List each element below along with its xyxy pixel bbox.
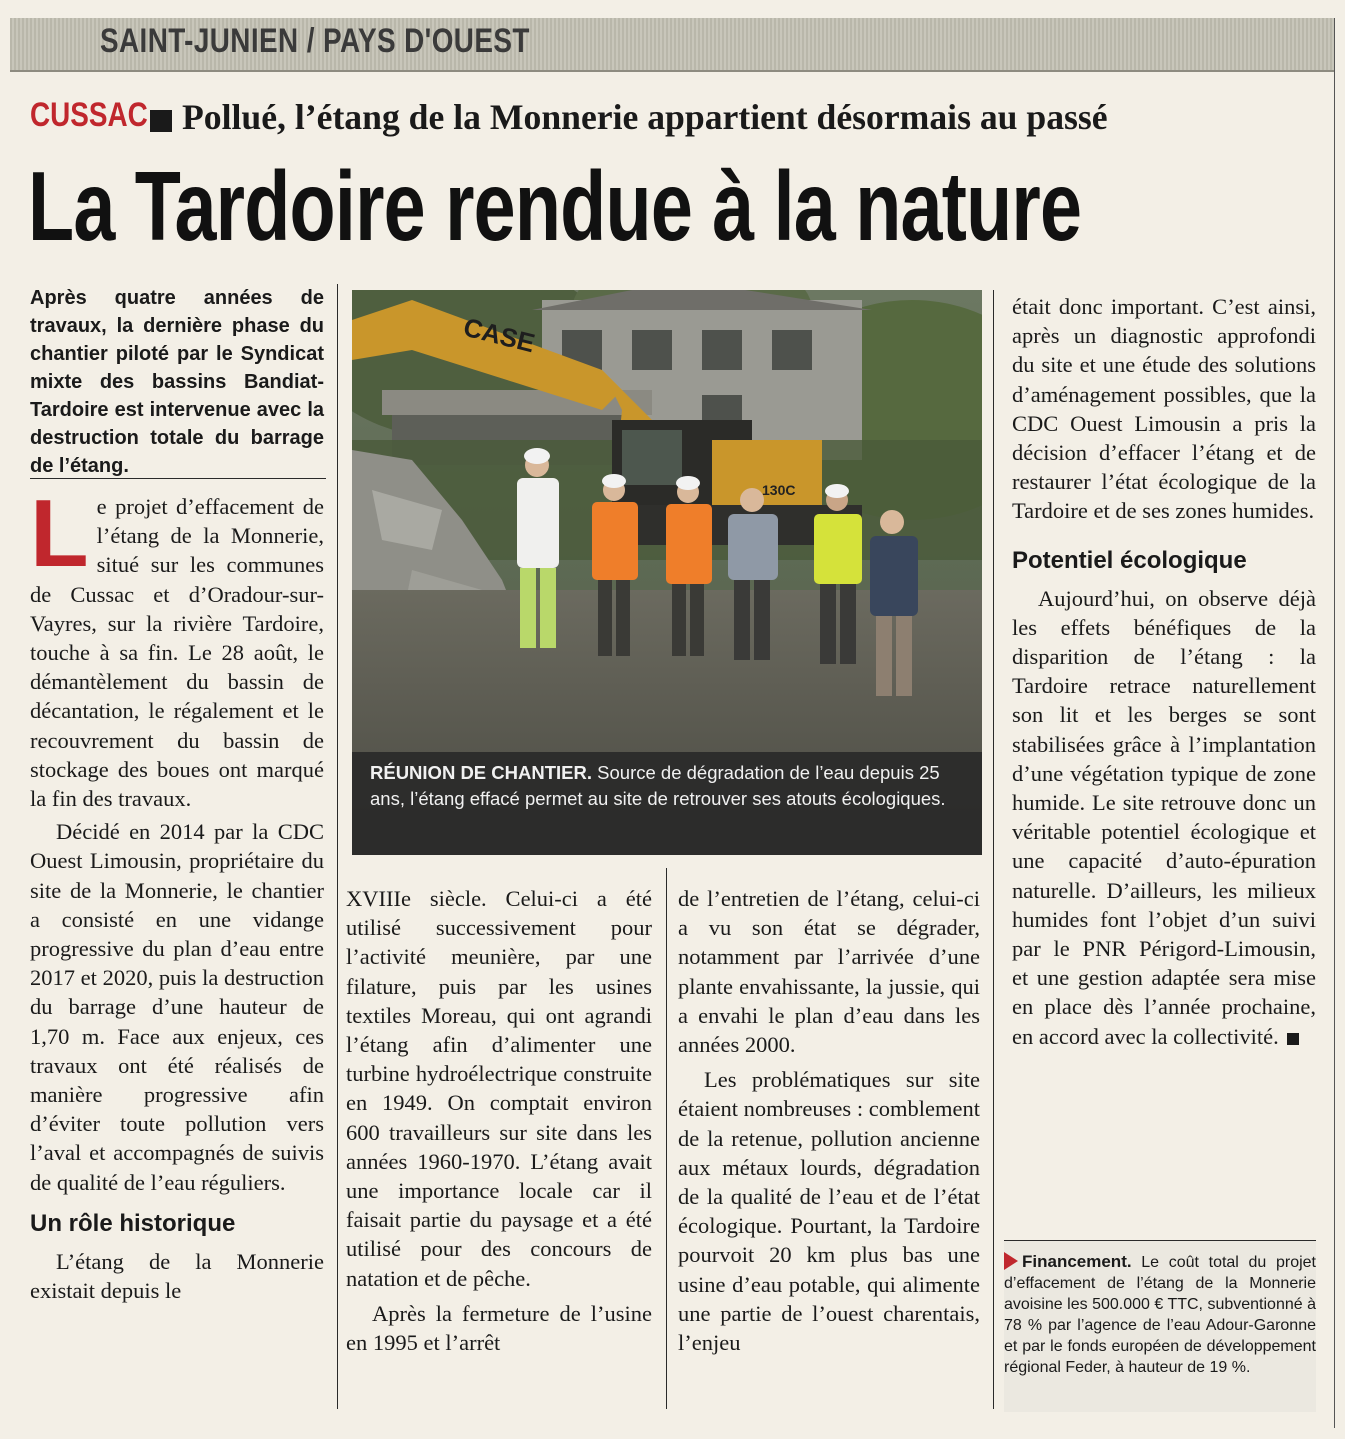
subhead-potentiel: Potentiel écologique — [1012, 546, 1247, 574]
financement-box — [1004, 1240, 1316, 1412]
chapo: Après quatre années de travaux, la dernière phase du chantier piloté par le Syndicat mixte des bassins Bandiat-Tardoire est intervenue avec la destruction totale du barrage de l’étang. — [30, 287, 324, 477]
paragraph-3: L’étang de la Monnerie existait depuis le — [30, 1248, 324, 1304]
machine-brand-text: CASE — [460, 311, 538, 359]
end-mark-icon — [1287, 1033, 1299, 1045]
subhead-historique: Un rôle historique — [30, 1209, 236, 1237]
paragraph-9: Aujourd’hui, on observe déjà les effets bénéfiques de la disparition de l’étang : la Tardoire retrace naturellement son lit et les berges se sont stabilisées grâce à l’implantation d’une végétation typique de zone humide. Le site retrouve donc un véritable potentiel écologique et une capacité d’auto-épuration naturelle. D’ailleurs, les milieux humides font l’objet d’un suivi par le PNR Périgord-Limousin, et une gestion adaptée sera mise en place dès l’année prochaine, en accord avec la collectivité. — [1012, 585, 1316, 1049]
paragraph-1: Le projet d’effacement de l’étang de la Monnerie, situé sur les communes de Cussac et d’Oradour-sur-Vayres, sur la rivière Tardoire, touche à sa fin. Le 28 août, le démantèlement du bassin de décantation, le régalement et le recouvrement du bassin de stockage des boues ont marqué la fin des travaux. — [30, 480, 324, 812]
caption-label: RÉUNION DE CHANTIER. — [370, 762, 593, 783]
section-label: SAINT-JUNIEN / PAYS D'OUEST — [100, 22, 530, 60]
column-3 — [678, 884, 980, 1357]
photo-caption — [352, 752, 982, 855]
column-2 — [346, 884, 652, 1357]
kicker-separator-icon — [150, 110, 172, 132]
kicker-title: Pollué, l’étang de la Monnerie appartient désormais au passé — [182, 97, 1108, 137]
dropcap: L — [30, 480, 89, 587]
arrow-right-icon — [1004, 1252, 1018, 1270]
column-rule-3 — [993, 290, 994, 1409]
kicker-location: CUSSAC — [30, 96, 148, 134]
paragraph-7: Les problématiques sur site étaient nombreuses : comblement de la retenue, pollution ancienne aux métaux lourds, dégradation de la qualité de l’eau et de l’état écologique. Pourtant, la Tardoire pourvoit 20 km plus bas une usine d’eau potable, qui alimente une partie de l’ouest charentais, l’enjeu — [678, 1067, 980, 1356]
headline: La Tardoire rendue à la nature — [28, 151, 1082, 261]
box-text: Le coût total du projet d’effacement de l’étang de la Monnerie avoisine les 500.000 € TTC, subventionné à 78 % par l’agence de l’eau Adour-Garonne et par le fonds européen de développement régional Feder, à hauteur de 19 %. — [1004, 1254, 1316, 1376]
column-rule-2 — [666, 868, 667, 1409]
paragraph-5: Après la fermeture de l’usine en 1995 et l’arrêt — [346, 1300, 652, 1356]
box-label: Financement. — [1022, 1252, 1132, 1271]
paragraph-8: était donc important. C’est ainsi, après un diagnostic approfondi du site et une étude des solutions d’aménagement possibles, que la CDC Ouest Limousin a pris la décision d’effacer l’étang et de restaurer l’état écologique de la Tardoire et de ses zones humides. — [1012, 294, 1316, 524]
column-4 — [1012, 292, 1316, 1051]
chapo-divider — [30, 478, 326, 479]
machine-model-text: 130C — [762, 482, 796, 498]
column-1 — [30, 480, 324, 1305]
caption-text: Source de dégradation de l’eau depuis 25 ans, l’étang effacé permet au site de retrouver ses atouts écologiques. — [370, 762, 946, 809]
column-rule-1 — [337, 284, 338, 1409]
paragraph-6: de l’entretien de l’étang, celui-ci a vu son état se dégrader, notamment par l’arrivée d’une plante envahissante, la jussie, qui a envahi le plan d’eau dans les années 2000. — [678, 886, 980, 1058]
paragraph-2: Décidé en 2014 par la CDC Ouest Limousin, propriétaire du site de la Monnerie, le chantier a consisté en une vidange progressive du plan d’eau entre 2017 et 2020, puis la destruction du barrage d’une hauteur de 1,70 m. Face aux enjeux, ces travaux ont été réalisés de manière progressive afin d’éviter toute pollution vers l’aval et accompagnés de suivis de qualité de l’eau réguliers. — [30, 819, 324, 1195]
page-edge — [1334, 18, 1335, 1428]
paragraph-4: XVIIIe siècle. Celui-ci a été utilisé successivement pour l’activité meunière, par une filature, puis par les usines textiles Moreau, qui ont agrandi l’étang afin d’alimenter une turbine hydroélectrique construite en 1949. On comptait environ 600 travailleurs sur site dans les années 1960-1970. L’étang avait une importance locale car il faisait partie du paysage et a été utilisé pour des concours de natation et de pêche. — [346, 886, 652, 1291]
